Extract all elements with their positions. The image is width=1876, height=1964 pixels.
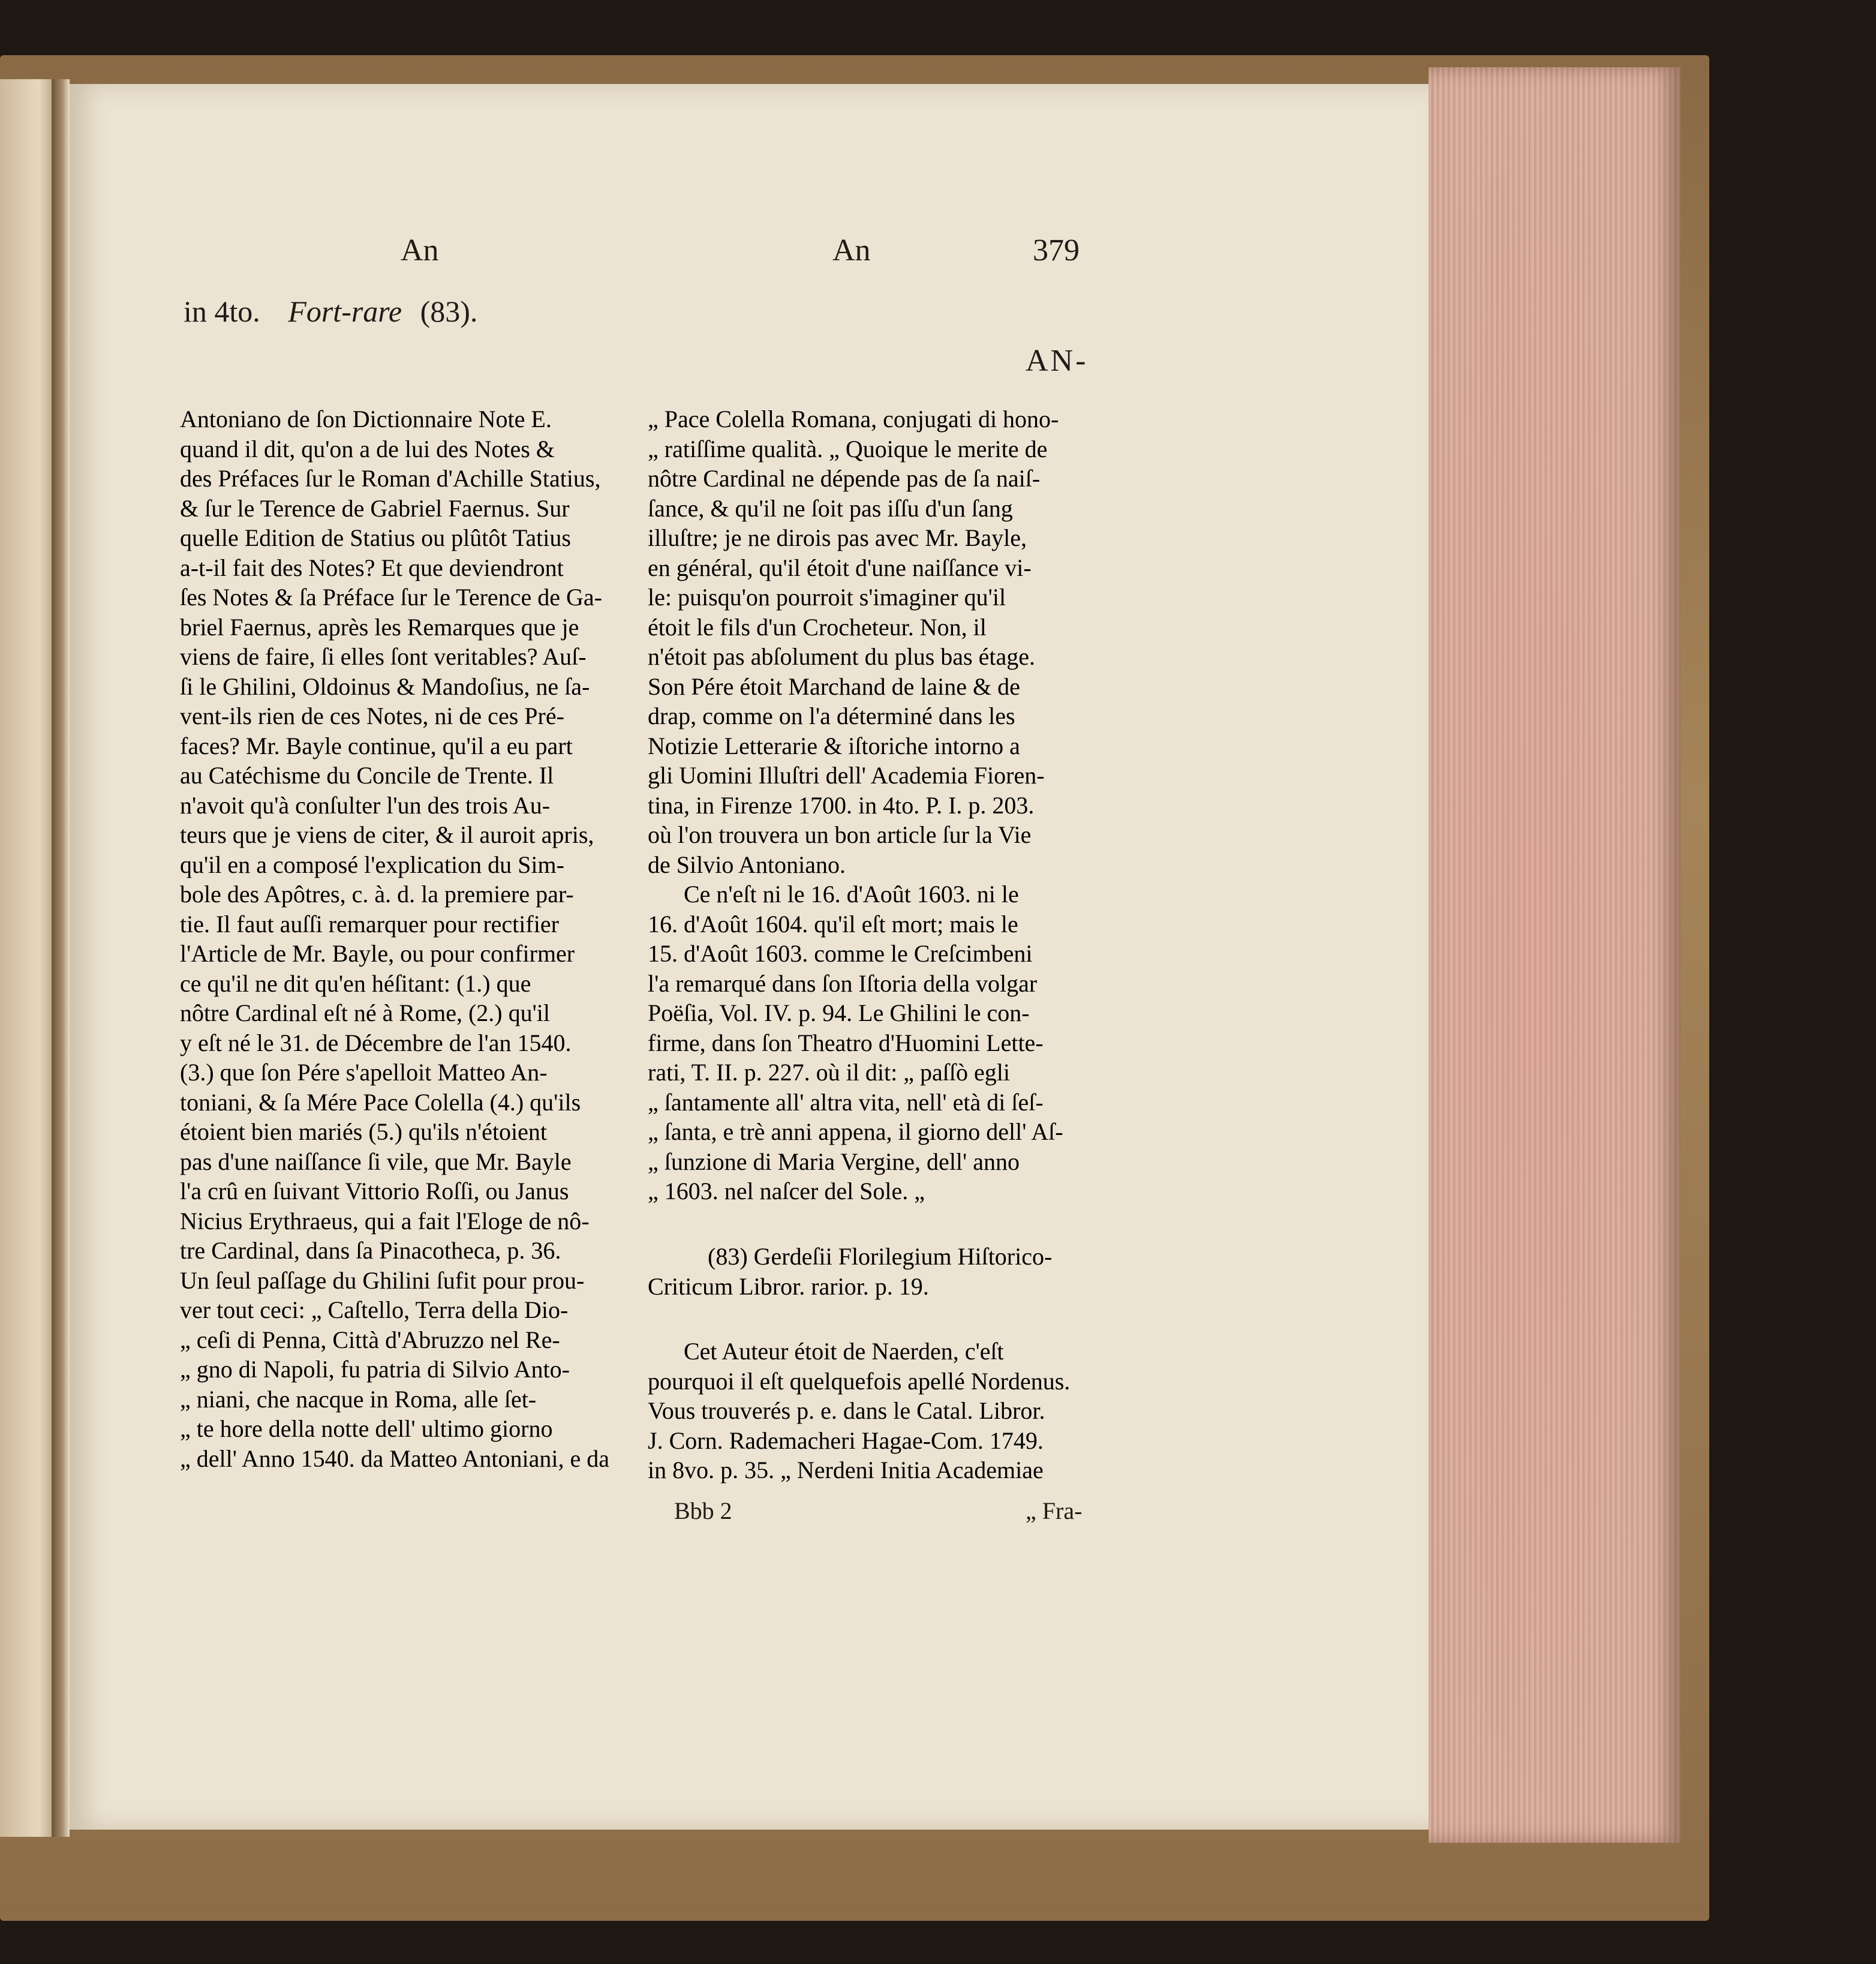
text-line: „ niani, che nacque in Roma, alle ſet- [180, 1385, 537, 1413]
signature-mark: Bbb 2 [674, 1497, 732, 1524]
running-head-center: An [832, 233, 871, 268]
text-line: teurs que je viens de citer, & il auroit apris, [180, 821, 594, 848]
text-line: Antoniano de ſon Dictionnaire Note E. [180, 406, 552, 433]
text-line: Ce n'eſt ni le 16. d'Août 1603. ni le [684, 881, 1019, 908]
rarity-text: Fort-rare [288, 295, 402, 328]
right-column-bottom [648, 1337, 1104, 1485]
text-line: tina, in Firenze 1700. in 4to. P. I. p. 203. [648, 791, 1035, 819]
text-line: qu'il en a composé l'explication du Sim- [180, 851, 564, 878]
text-line: au Catéchisme du Concile de Trente. Il [180, 762, 554, 789]
text-line: a-t-il fait des Notes? Et que deviendront [180, 554, 564, 581]
text-line: quelle Edition de Statius ou plûtôt Tatius [180, 524, 571, 551]
catchword: „ Fra- [1026, 1497, 1083, 1524]
text-line: Nicius Erythraeus, qui a fait l'Eloge de nô- [180, 1207, 590, 1235]
text-line: viens de faire, ſi elles ſont veritables? Auſ- [180, 643, 587, 670]
text-line: en général, qu'il étoit d'une naiſſance vi- [648, 554, 1032, 581]
text-line: ce qu'il ne dit qu'en héſitant: (1.) que [180, 969, 531, 997]
text-line: bole des Apôtres, c. à. d. la premiere par- [180, 881, 574, 908]
text-line: briel Faernus, après les Remarques que je [180, 613, 579, 641]
left-page-edge [0, 79, 55, 1837]
text-line: „ ſanta, e trè anni appena, il giorno dell' Aſ- [648, 1118, 1063, 1145]
text-line: pas d'une naiſſance ſi vile, que Mr. Bayle [180, 1148, 572, 1175]
text-line: „ ratiſſime qualità. „ Quoique le merite de [648, 435, 1048, 463]
text-line: „ ſunzione di Maria Vergine, dell' anno [648, 1148, 1020, 1175]
text-line: nôtre Cardinal ne dépende pas de ſa naiſ- [648, 465, 1041, 492]
text-line: 16. d'Août 1604. qu'il eſt mort; mais le [648, 910, 1018, 938]
text-line: étoit le fils d'un Crocheteur. Non, il [648, 613, 987, 641]
text-line: l'a crû en ſuivant Vittorio Roſſi, ou Janus [180, 1178, 569, 1205]
text-line: Cet Auteur étoit de Naerden, c'eſt [684, 1338, 1004, 1365]
text-line: „ gno di Napoli, fu patria di Silvio Anto- [180, 1356, 570, 1383]
right-column [648, 404, 1104, 1206]
left-column [180, 404, 624, 1473]
text-line: gli Uomini Illuſtri dell' Academia Fioren- [648, 762, 1045, 789]
text-line: vent-ils rien de ces Notes, ni de ces Pré- [180, 702, 564, 729]
text-line: nôtre Cardinal eſt né à Rome, (2.) qu'il [180, 999, 551, 1026]
text-line: quand il dit, qu'on a de lui des Notes & [180, 435, 555, 463]
text-line: 15. d'Août 1603. comme le Creſcimbeni [648, 940, 1033, 967]
text-line: toniani, & ſa Mére Pace Colella (4.) qu'ils [180, 1088, 581, 1116]
text-line: tie. Il faut auſſi remarquer pour rectifier [180, 910, 559, 938]
footnote-ref: (83). [420, 295, 478, 328]
text-line: „ dell' Anno 1540. da Matteo Antoniani, e da [180, 1445, 609, 1472]
text-line: „ 1603. nel naſcer del Sole. „ [648, 1178, 925, 1205]
text-line: drap, comme on l'a déterminé dans les [648, 702, 1015, 729]
text-line: rati, T. II. p. 227. où il dit: „ paſſò egli [648, 1059, 1010, 1086]
text-line: pourquoi il eſt quelquefois apellé Nordenus. [648, 1367, 1071, 1395]
text-line: Poëſia, Vol. IV. p. 94. Le Ghilini le con- [648, 999, 1030, 1026]
text-line: ſance, & qu'il ne ſoit pas iſſu d'un ſang [648, 494, 1013, 522]
text-line: où l'on trouvera un bon article ſur la Vie [648, 821, 1032, 848]
entry-heading: AN- [1026, 344, 1089, 378]
text-line: in 8vo. p. 35. „ Nerdeni Initia Academiae [648, 1457, 1044, 1483]
text-line: „ ſantamente all' altra vita, nell' età di ſeſ- [648, 1088, 1044, 1116]
text-line: le: puisqu'on pourroit s'imaginer qu'il [648, 584, 1006, 611]
text-line: l'a remarqué dans ſon Iſtoria della volgar [648, 969, 1038, 997]
top-line [184, 294, 477, 329]
footnote-line: Criticum Libror. rarior. p. 19. [648, 1272, 929, 1300]
text-line: firme, dans ſon Theatro d'Huomini Lette- [648, 1029, 1044, 1056]
text-line: Son Pére étoit Marchand de laine & de [648, 672, 1020, 700]
text-line: de Silvio Antoniano. [648, 851, 846, 878]
page-edges [1429, 67, 1680, 1843]
footnote-line: (83) Gerdeſii Florilegium Hiſtorico- [708, 1243, 1053, 1270]
text-line: Un ſeul paſſage du Ghilini ſufit pour prou- [180, 1266, 585, 1294]
text-line: „ Pace Colella Romana, conjugati di hono- [648, 406, 1059, 433]
text-line: & ſur le Terence de Gabriel Faernus. Sur [180, 494, 570, 522]
text-line: ſes Notes & ſa Préface ſur le Terence de Ga- [180, 584, 602, 611]
text-line: tre Cardinal, dans ſa Pinacotheca, p. 36. [180, 1237, 561, 1264]
text-line: l'Article de Mr. Bayle, ou pour confirmer [180, 940, 575, 967]
text-line: y eſt né le 31. de Décembre de l'an 1540. [180, 1029, 572, 1056]
footnote [648, 1242, 1104, 1301]
text-line: „ te hore della notte dell' ultimo giorno [180, 1415, 553, 1442]
running-head-left: An [401, 233, 439, 268]
text-line: faces? Mr. Bayle continue, qu'il a eu part [180, 732, 573, 759]
text-line: illuſtre; je ne dirois pas avec Mr. Bayle, [648, 524, 1027, 551]
text-line: Notizie Letterarie & iſtoriche intorno a [648, 732, 1020, 759]
text-line: des Préfaces ſur le Roman d'Achille Statius, [180, 465, 601, 492]
text-line: J. Corn. Rademacheri Hagae-Com. 1749. [648, 1427, 1044, 1454]
page-number: 379 [1033, 233, 1080, 268]
text-line: ſi le Ghilini, Oldoinus & Mandoſius, ne ſa- [180, 672, 590, 700]
text-line: Vous trouverés p. e. dans le Catal. Libror. [648, 1397, 1045, 1424]
text-line: n'étoit pas abſolument du plus bas étage. [648, 643, 1035, 670]
text-line: ver tout ceci: „ Caſtello, Terra della Dio- [180, 1296, 569, 1323]
text-line: étoient bien mariés (5.) qu'ils n'étoient [180, 1118, 548, 1145]
text-line: „ ceſi di Penna, Città d'Abruzzo nel Re- [180, 1326, 560, 1353]
text-line: (3.) que ſon Pére s'apelloit Matteo An- [180, 1059, 548, 1086]
format-text: in 4to. [184, 295, 260, 328]
page-gutter [52, 79, 70, 1837]
text-line: n'avoit qu'à conſulter l'un des trois Au- [180, 791, 551, 819]
